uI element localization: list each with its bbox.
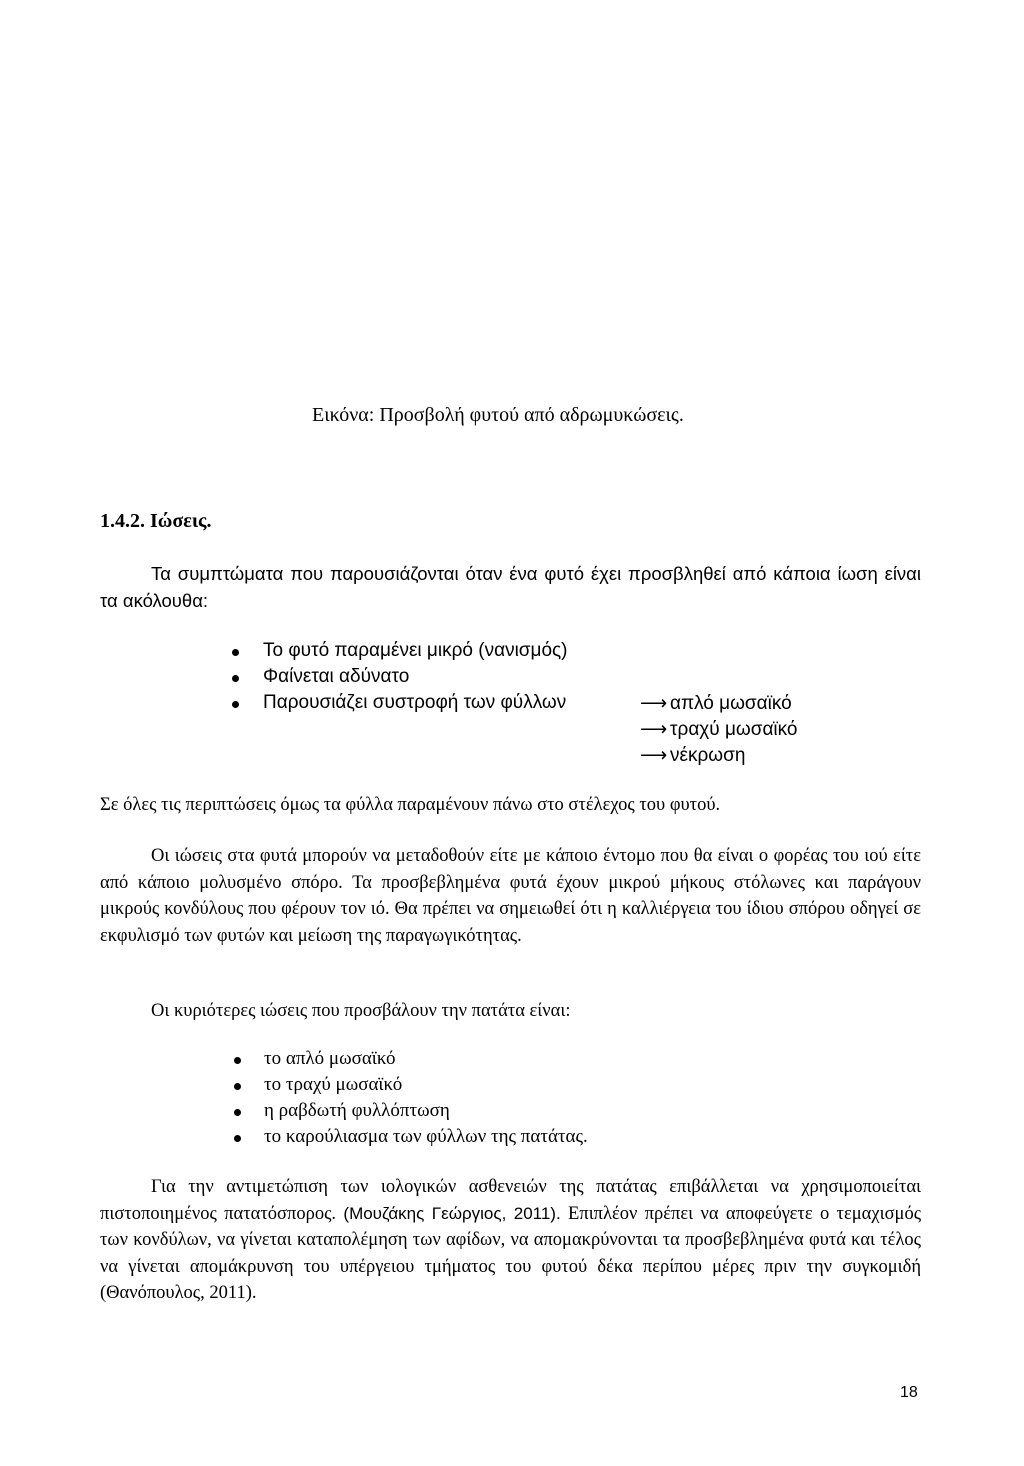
bullet-icon	[232, 701, 239, 708]
main-viruses-intro: Οι κυριότερες ιώσεις που προσβάλουν την πατάτα είναι:	[151, 1001, 571, 1021]
section-heading: 1.4.2. Ιώσεις.	[100, 510, 212, 532]
bullet-icon	[232, 675, 239, 682]
intro-paragraph: Τα συμπτώματα που παρουσιάζονται όταν ένα φυτό έχει προσβληθεί από κάποια ίωση είναι τα ακόλουθα:	[100, 563, 921, 611]
list-item: ⟶ απλό μωσαϊκό	[640, 693, 792, 714]
bullet-icon	[234, 1057, 241, 1064]
treatment-text-1: Για την αντιμετώπιση των ιολογικών ασθενειών της πατάτας επιβάλλεται να χρησιμοποιείται πιστοποιημένος πατατόσπορος.	[100, 1177, 921, 1224]
transmission-paragraph: Οι ιώσεις στα φυτά μπορούν να μεταδοθούν είτε με κάποιο έντομο που θα είναι ο φορέας του ιού είτε από κάποιο μολυσμένο σπόρο. Τα προσβεβλημένα φυτά έχουν μικρού μήκους στόλωνες και παράγουν μικρούς κονδύλους που φέρουν τον ιό. Θα πρέπει να σημειωθεί ότι η καλλιέργεια του ίδιου σπόρου οδηγεί σε εκφυλισμό των φυτών και μείωση της παραγωγικότητας.	[100, 846, 921, 946]
note-paragraph: Σε όλες τις περιπτώσεις όμως τα φύλλα παραμένουν πάνω στο στέλεχος του φυτού.	[100, 795, 721, 815]
arrow-right-icon: ⟶	[640, 693, 668, 714]
page-number: 18	[900, 1384, 918, 1401]
treatment-text-2: Επιπλέον πρέπει να αποφεύγετε ο τεμαχισμός των κονδύλων, να γίνεται καταπολέμηση των αφίδων, να απομακρύνονται τα προσβεβλημένα φυτά και τέλος να γίνεται απομάκρυνση του υπέργειου τμήματος του φυτού δέκα περίπου μέρες πριν την συγκομιδή (Θανόπουλος, 2011).	[100, 1203, 922, 1303]
bullet-icon	[234, 1083, 241, 1090]
figure-caption: Εικόνα: Προσβολή φυτού από αδρωμυκώσεις.	[312, 404, 684, 426]
list-item: ⟶ νέκρωση	[640, 745, 746, 766]
arrow-right-icon: ⟶	[640, 719, 668, 740]
bullet-icon	[232, 649, 239, 656]
bullet-icon	[234, 1109, 241, 1116]
list-item: ⟶ τραχύ μωσαϊκό	[640, 719, 798, 740]
arrow-right-icon: ⟶	[640, 745, 668, 766]
treatment-paragraph	[100, 1174, 921, 1307]
citation: (Μουζάκης Γεώργιος, 2011).	[343, 1203, 561, 1223]
bullet-icon	[234, 1135, 241, 1142]
